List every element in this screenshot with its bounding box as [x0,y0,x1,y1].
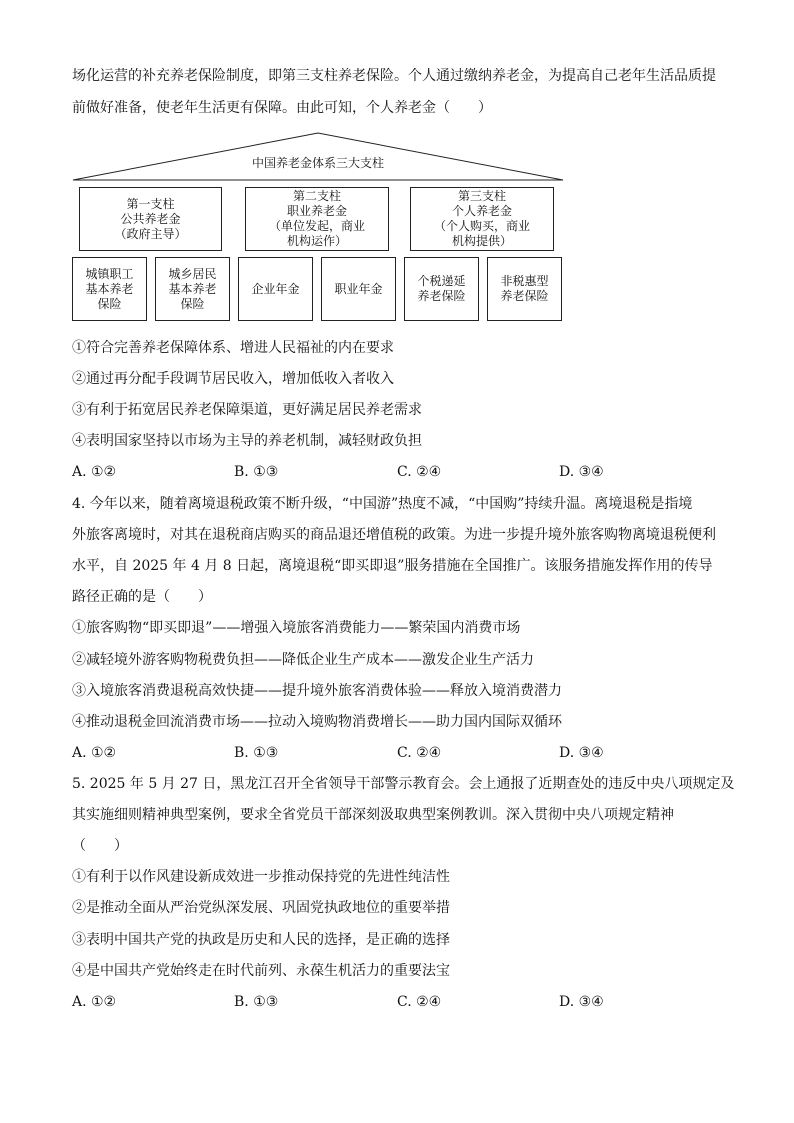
sub-5-line-2: 养老保险 [417,289,466,303]
pillar-box-3 [410,187,554,251]
q3-item-1: ①符合完善养老保障体系、增进人民福祉的内在要求 [72,340,394,356]
intro-line-1: 场化运营的补充养老保险制度，即第三支柱养老保险。个人通过缴纳养老金，为提高自己老年生活品质提 [72,68,716,84]
q3-option-d[interactable]: D. ③④ [559,464,604,480]
pillar-3-line-2: 个人养老金 [451,204,512,218]
q5-option-c[interactable]: C. ②④ [397,994,442,1010]
q5-item-1: ①有利于以作风建设新成效进一步推动保持党的先进性纯洁性 [72,869,450,885]
pillar-2-line-2: 职业养老金 [286,204,347,218]
sub-1-line-3: 保险 [97,296,122,311]
pillar-3-line-1: 第三支柱 [457,189,506,203]
q3-option-b[interactable]: B. ①③ [234,464,279,480]
sub-box-5 [404,257,479,321]
pension-pillars-diagram [72,132,564,324]
q5-item-2: ②是推动全面从严治党纵深发展、巩固党执政地位的重要举措 [72,900,450,916]
sub-4-line-1: 职业年金 [334,281,383,296]
q3-option-a[interactable]: A. ①② [72,464,117,480]
pillar-2-line-3: （单位发起，商业 [268,219,365,233]
pillar-box-2 [245,187,389,251]
q4-option-c[interactable]: C. ②④ [397,745,442,761]
sub-1-line-1: 城镇职工 [85,266,134,281]
sub-2-line-1: 城乡居民 [168,266,217,281]
q3-item-3: ③有利于拓宽居民养老保障渠道，更好满足居民养老需求 [72,402,422,418]
q4-item-3: ③入境旅客消费退税高效快捷——提升境外旅客消费体验——释放入境消费潜力 [72,683,562,699]
q5-item-3: ③表明中国共产党的执政是历史和人民的选择，是正确的选择 [72,932,450,948]
q5-stem-line-2: 其实施细则精神典型案例，要求全省党员干部深刻汲取典型案例教训。深入贯彻中央八项规定精神 [72,807,674,823]
pillar-box-1 [79,187,222,251]
q4-item-4: ④推动退税金回流消费市场——拉动入境购物消费增长——助力国内国际双循环 [72,714,562,730]
q5-stem-line-1: 5. 2025 年 5 月 27 日，黑龙江召开全省领导干部警示教育会。会上通报了近期查处的违反中央八项规定及 [72,776,735,792]
q4-stem-line-4: 路径正确的是（ ） [72,589,212,605]
q4-stem-line-3: 水平，自 2025 年 4 月 8 日起，离境退税“即买即退”服务措施在全国推广。该服务措施发挥作用的传导 [72,558,713,574]
pillar-2-line-1: 第二支柱 [292,189,341,203]
sub-2-line-2: 基本养老 [168,281,217,296]
q5-option-b[interactable]: B. ①③ [234,994,279,1010]
pillar-1-line-3: （政府主导） [114,226,187,241]
sub-box-2 [155,257,230,321]
q5-option-a[interactable]: A. ①② [72,994,117,1010]
q4-option-b[interactable]: B. ①③ [234,745,279,761]
q4-option-d[interactable]: D. ③④ [559,745,604,761]
q5-option-d[interactable]: D. ③④ [559,994,604,1010]
q4-option-a[interactable]: A. ①② [72,745,117,761]
pillar-3-line-3: （个人购买，商业 [433,219,530,233]
pillar-1-line-2: 公共养老金 [120,211,181,226]
q4-item-2: ②减轻境外游客购物税费负担——降低企业生产成本——激发企业生产活力 [72,652,534,668]
q4-item-1: ①旅客购物“即买即退”——增强入境旅客消费能力——繁荣国内消费市场 [72,620,521,636]
sub-3-line-1: 企业年金 [251,281,300,296]
q5-item-4: ④是中国共产党始终走在时代前列、永葆生机活力的重要法宝 [72,963,450,979]
sub-box-6 [487,257,562,321]
q3-item-2: ②通过再分配手段调节居民收入，增加低收入者收入 [72,371,394,387]
sub-6-line-1: 非税惠型 [500,274,549,288]
q5-stem-line-3: （ ） [72,838,128,854]
pillar-2-line-4: 机构运作） [286,234,347,248]
intro-line-2: 前做好准备，使老年生活更有保障。由此可知，个人养老金（ ） [72,100,492,116]
diagram-title: 中国养老金体系三大支柱 [251,156,384,170]
sub-2-line-3: 保险 [180,296,205,311]
sub-6-line-2: 养老保险 [500,289,549,303]
sub-box-1 [72,257,147,321]
sub-box-3 [238,257,313,321]
sub-box-4 [321,257,396,321]
q4-stem-line-2: 外旅客离境时，对其在退税商店购买的商品退还增值税的政策。为进一步提升境外旅客购物离境退税便利 [72,527,716,543]
q3-option-c[interactable]: C. ②④ [397,464,442,480]
q3-item-4: ④表明国家坚持以市场为主导的养老机制，减轻财政负担 [72,433,422,449]
sub-1-line-2: 基本养老 [85,281,134,296]
q4-stem-line-1: 4. 今年以来，随着离境退税政策不断升级，“中国游”热度不减，“中国购”持续升温。离境退税是指境 [72,496,693,512]
sub-5-line-1: 个税递延 [417,274,466,288]
pillar-3-line-4: 机构提供） [451,234,512,248]
pillar-1-line-1: 第一支柱 [126,196,175,211]
